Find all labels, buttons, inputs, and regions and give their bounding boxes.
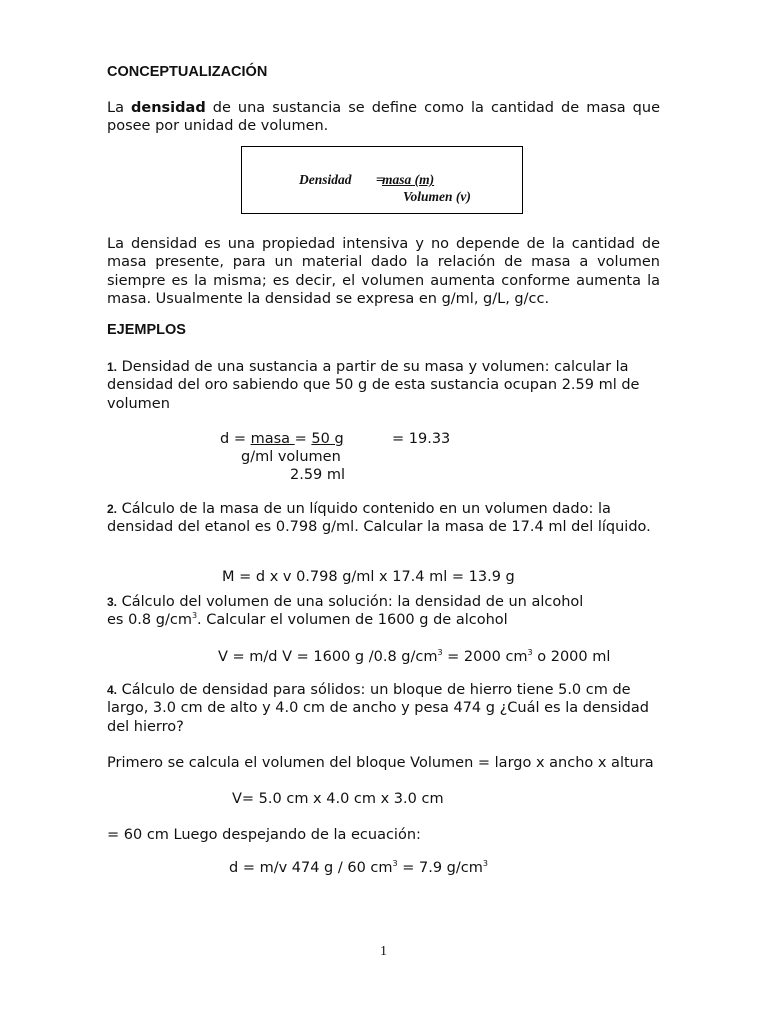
example-2-equation: M = d x v 0.798 g/ml x 17.4 ml = 13.9 g <box>222 569 515 585</box>
intro-paragraph <box>107 99 660 136</box>
example-4-equation2 <box>229 860 488 876</box>
density-formula-box <box>241 146 523 214</box>
example-2-number: 2. <box>107 502 118 516</box>
example-4-eq2-b: = 7.9 g/cm <box>397 860 483 876</box>
example-1-eq-line3: 2.59 ml <box>290 467 346 483</box>
example-1-equation <box>220 431 344 447</box>
example-3-eq-b: = 2000 cm <box>442 649 528 665</box>
example-3-equation <box>218 649 610 665</box>
example-3-line2 <box>107 612 508 628</box>
example-4-text <box>107 681 660 736</box>
example-3-number: 3. <box>107 595 118 609</box>
example-1-eq-line2: g/ml volumen <box>241 449 341 465</box>
formula-denominator: Volumen (v) <box>403 189 471 204</box>
example-4-eq2-sup1: 3 <box>392 859 398 869</box>
formula-equals: = <box>376 172 384 187</box>
density-description-paragraph: La densidad es una propiedad intensiva y no depende de la cantidad de masa presente, para un material dado la relación de masa a volumen siempre es la misma; es decir, el volumen aumenta conforme aumenta la masa. Usualmente la densidad se expresa en g/ml, g/L, g/cc. <box>107 236 660 307</box>
example-3-eq-a: V = m/d V = 1600 g /0.8 g/cm <box>218 649 438 665</box>
intro-text-pre: La <box>107 100 132 116</box>
example-4-eq2-sup2: 3 <box>482 859 488 869</box>
example-3-sup-b: 3 <box>191 611 198 621</box>
example-1-eq-d: d = <box>220 431 251 447</box>
example-1-number: 1. <box>107 360 118 374</box>
example-4-step1: Primero se calcula el volumen del bloque Volumen = largo x ancho x altura <box>107 755 654 771</box>
example-4-step2: = 60 cm Luego despejando de la ecuación: <box>107 827 421 843</box>
example-3-text-b: es 0.8 g/cm <box>107 612 192 628</box>
example-4-equation1: V= 5.0 cm x 4.0 cm x 3.0 cm <box>232 791 444 807</box>
example-3-line1 <box>107 594 583 610</box>
example-2-text <box>107 500 660 537</box>
example-1-eq-masa: masa <box>250 431 295 447</box>
example-1-eq-result: = 19.33 <box>392 431 451 447</box>
example-4-description: Cálculo de densidad para sólidos: un bloque de hierro tiene 5.0 cm de largo, 3.0 cm de alto y 4.0 cm de ancho y pesa 474 g ¿Cuál es la densidad del hierro? <box>107 682 649 735</box>
example-3-eq-c: o 2000 ml <box>532 649 611 665</box>
example-4-number: 4. <box>107 683 118 697</box>
example-3-eq-sup2: 3 <box>527 648 533 658</box>
example-3-eq-sup1: 3 <box>437 648 443 658</box>
example-3-text-c: . Calcular el volumen de 1600 g de alcohol <box>197 612 508 628</box>
example-1-eq-equals: = <box>294 431 312 447</box>
formula-label-densidad: Densidad <box>299 172 352 187</box>
example-4-eq2-a: d = m/v 474 g / 60 cm <box>229 860 393 876</box>
intro-text-post: de una sustancia se define como la cantidad de masa que posee por unidad de volumen. <box>107 100 660 135</box>
section-heading-conceptualizacion: CONCEPTUALIZACIÓN <box>107 64 268 80</box>
example-2-description: Cálculo de la masa de un líquido contenido en un volumen dado: la densidad del etanol es 0.798 g/ml. Calcular la masa de 17.4 ml del líquido. <box>107 501 651 536</box>
example-1-description: Densidad de una sustancia a partir de su masa y volumen: calcular la densidad del oro sabiendo que 50 g de esta sustancia ocupan 2.59 ml de volumen <box>107 359 640 412</box>
intro-term-densidad: densidad <box>131 100 206 116</box>
page-number: 1 <box>380 944 387 959</box>
example-3-text-a: Cálculo del volumen de una solución: la densidad de un alcohol <box>117 594 584 610</box>
section-heading-ejemplos: EJEMPLOS <box>107 322 186 338</box>
example-1-text <box>107 358 660 413</box>
example-1-eq-50g: 50 g <box>311 431 344 447</box>
formula-numerator: masa (m) <box>382 172 435 187</box>
